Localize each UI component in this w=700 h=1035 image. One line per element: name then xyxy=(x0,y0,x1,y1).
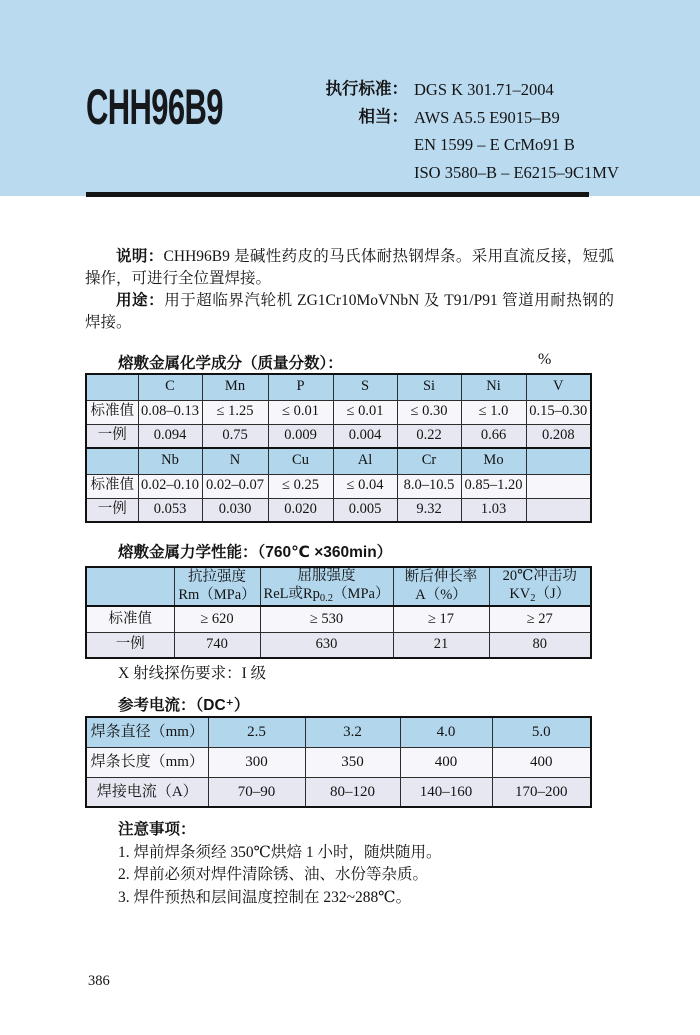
standard-value: AWS A5.5 E9015–B9 xyxy=(414,107,560,127)
table-header-cell: 20℃冲击功 $KV_2(J)$ xyxy=(489,567,591,606)
table-cell: 0.208 xyxy=(526,424,591,448)
standard-label: 执行标准： xyxy=(325,80,408,98)
table-cell: 0.004 xyxy=(333,424,397,448)
table-cell: 焊接电流（A） xyxy=(86,777,208,807)
table-cell: 8.0–10.5 xyxy=(397,474,461,498)
usage-label: 用途： xyxy=(116,292,165,309)
table-cell: 0.66 xyxy=(461,424,526,448)
table-cell: 140–160 xyxy=(400,777,492,807)
table-cell: 标准值 xyxy=(86,606,174,632)
mech-section-title: 熔敷金属力学性能：（760℃ ×360min） xyxy=(118,544,393,561)
standard-value: DGS K 301.71–2004 xyxy=(414,80,554,99)
table-header-cell: Mo xyxy=(461,448,526,474)
note-item: 3. 焊件预热和层间温度控制在 232~288℃。 xyxy=(118,888,412,906)
standard-row xyxy=(318,159,619,187)
standard-value: ISO 3580–B – E6215–9C1MV xyxy=(414,162,619,182)
table-header-cell: V xyxy=(526,374,591,400)
table-cell: 一例 xyxy=(86,498,138,522)
table-cell: 400 xyxy=(400,747,492,777)
description-label: 说明： xyxy=(116,248,164,265)
table-header-cell: N xyxy=(202,448,268,474)
table-cell: 0.020 xyxy=(268,498,333,522)
table-cell: 焊条长度（mm） xyxy=(86,747,208,777)
standard-label xyxy=(318,159,408,187)
table-header-cell: 抗拉强度 Rm（MPa） xyxy=(174,567,260,606)
product-code-title: CHH96B9 xyxy=(86,79,223,135)
table-cell: 400 xyxy=(492,747,591,777)
table-cell: ≤ 0.01 xyxy=(333,400,397,424)
table-cell: 0.15–0.30 xyxy=(526,400,591,424)
table-cell: 21 xyxy=(393,632,489,658)
table-header-cell: Cr xyxy=(397,448,461,474)
table-cell: ≤ 0.01 xyxy=(268,400,333,424)
table-header-cell: Si xyxy=(397,374,461,400)
note-item: 1. 焊前焊条须经 350℃烘焙 1 小时，随烘随用。 xyxy=(118,843,442,861)
table-header-cell: Cu xyxy=(268,448,333,474)
table-cell: 0.009 xyxy=(268,424,333,448)
standard-label xyxy=(318,131,408,159)
table-header-cell: 2.5 xyxy=(208,717,305,747)
table-cell: 0.094 xyxy=(138,424,202,448)
description-text: CHH96B9 是碱性药皮的马氏体耐热钢焊条。采用直流反接，短弧操作，可进行全位置焊接。 xyxy=(85,248,614,287)
table-cell: 0.08–0.13 xyxy=(138,400,202,424)
standard-value: EN 1599 – E CrMo91 B xyxy=(414,135,575,154)
table-cell: 80–120 xyxy=(305,777,400,807)
table-cell: 一例 xyxy=(86,632,174,658)
standard-row xyxy=(318,76,619,104)
table-header-cell: 焊条直径（mm） xyxy=(86,717,208,747)
table-cell: ≥ 17 xyxy=(393,606,489,632)
table-cell: 0.005 xyxy=(333,498,397,522)
table-cell: 170–200 xyxy=(492,777,591,807)
chem-composition-table xyxy=(85,373,592,523)
table-header-cell: 3.2 xyxy=(305,717,400,747)
table-cell: 0.85–1.20 xyxy=(461,474,526,498)
page-number: 386 xyxy=(88,973,110,989)
table-cell: 350 xyxy=(305,747,400,777)
divider-bar xyxy=(86,192,589,197)
table-header-cell: S xyxy=(333,374,397,400)
chem-unit-label: % xyxy=(538,351,552,368)
table-cell: 740 xyxy=(174,632,260,658)
table-cell: 80 xyxy=(489,632,591,658)
table-cell: 630 xyxy=(260,632,393,658)
table-header-cell xyxy=(526,448,591,474)
table-cell: 0.22 xyxy=(397,424,461,448)
usage-text: 用于超临界汽轮机 ZG1Cr10MoVNbN 及 T91/P91 管道用耐热钢的焊接。 xyxy=(85,292,614,331)
table-cell: 标准值 xyxy=(86,474,138,498)
intro-block xyxy=(85,246,614,334)
table-cell: 一例 xyxy=(86,424,138,448)
table-header-cell: P xyxy=(268,374,333,400)
table-header-cell: 断后伸长率 A（%） xyxy=(393,567,489,606)
notes-block xyxy=(118,819,441,909)
table-header-cell: Al xyxy=(333,448,397,474)
table-header-cell: Mn xyxy=(202,374,268,400)
table-cell: 70–90 xyxy=(208,777,305,807)
current-section-title: 参考电流：（DC⁺） xyxy=(118,697,250,714)
table-cell: 0.02–0.10 xyxy=(138,474,202,498)
table-header-cell: Nb xyxy=(138,448,202,474)
table-header-cell xyxy=(86,567,174,606)
table-cell: 0.75 xyxy=(202,424,268,448)
usage-paragraph xyxy=(85,290,614,334)
mech-properties-table xyxy=(85,566,592,659)
table-cell: 0.02–0.07 xyxy=(202,474,268,498)
table-cell: 标准值 xyxy=(86,400,138,424)
table-cell: ≤ 0.30 xyxy=(397,400,461,424)
table-cell: 0.030 xyxy=(202,498,268,522)
notes-title: 注意事项： xyxy=(118,821,196,838)
description-paragraph xyxy=(85,246,614,290)
standards-block xyxy=(318,76,619,186)
table-cell xyxy=(526,498,591,522)
table-cell: ≤ 0.04 xyxy=(333,474,397,498)
standard-row xyxy=(318,104,619,132)
table-cell: 300 xyxy=(208,747,305,777)
standard-label: 相当： xyxy=(358,107,408,126)
table-cell: ≤ 1.25 xyxy=(202,400,268,424)
table-header-cell xyxy=(86,448,138,474)
table-header-cell: 5.0 xyxy=(492,717,591,747)
xray-requirement-note: X 射线探伤要求：I 级 xyxy=(118,665,267,682)
table-cell: 1.03 xyxy=(461,498,526,522)
reference-current-table xyxy=(85,716,592,808)
chem-title-text: 熔敷金属化学成分（质量分数）： xyxy=(118,355,343,372)
table-cell: 0.053 xyxy=(138,498,202,522)
table-header-cell: Ni xyxy=(461,374,526,400)
table-header-cell xyxy=(86,374,138,400)
table-cell: ≥ 530 xyxy=(260,606,393,632)
table-header-cell: 4.0 xyxy=(400,717,492,747)
chem-section-title xyxy=(118,351,590,373)
table-cell: ≤ 0.25 xyxy=(268,474,333,498)
table-header-cell: C xyxy=(138,374,202,400)
note-item: 2. 焊前必须对焊件清除锈、油、水份等杂质。 xyxy=(118,866,429,883)
table-header-cell: 屈服强度 ReL或$Rp_{0.2}(MPa)$ xyxy=(260,567,393,606)
table-cell: ≥ 27 xyxy=(489,606,591,632)
page-header xyxy=(0,0,700,196)
standard-row xyxy=(318,131,619,159)
table-cell xyxy=(526,474,591,498)
table-cell: ≥ 620 xyxy=(174,606,260,632)
table-cell: ≤ 1.0 xyxy=(461,400,526,424)
table-cell: 9.32 xyxy=(397,498,461,522)
